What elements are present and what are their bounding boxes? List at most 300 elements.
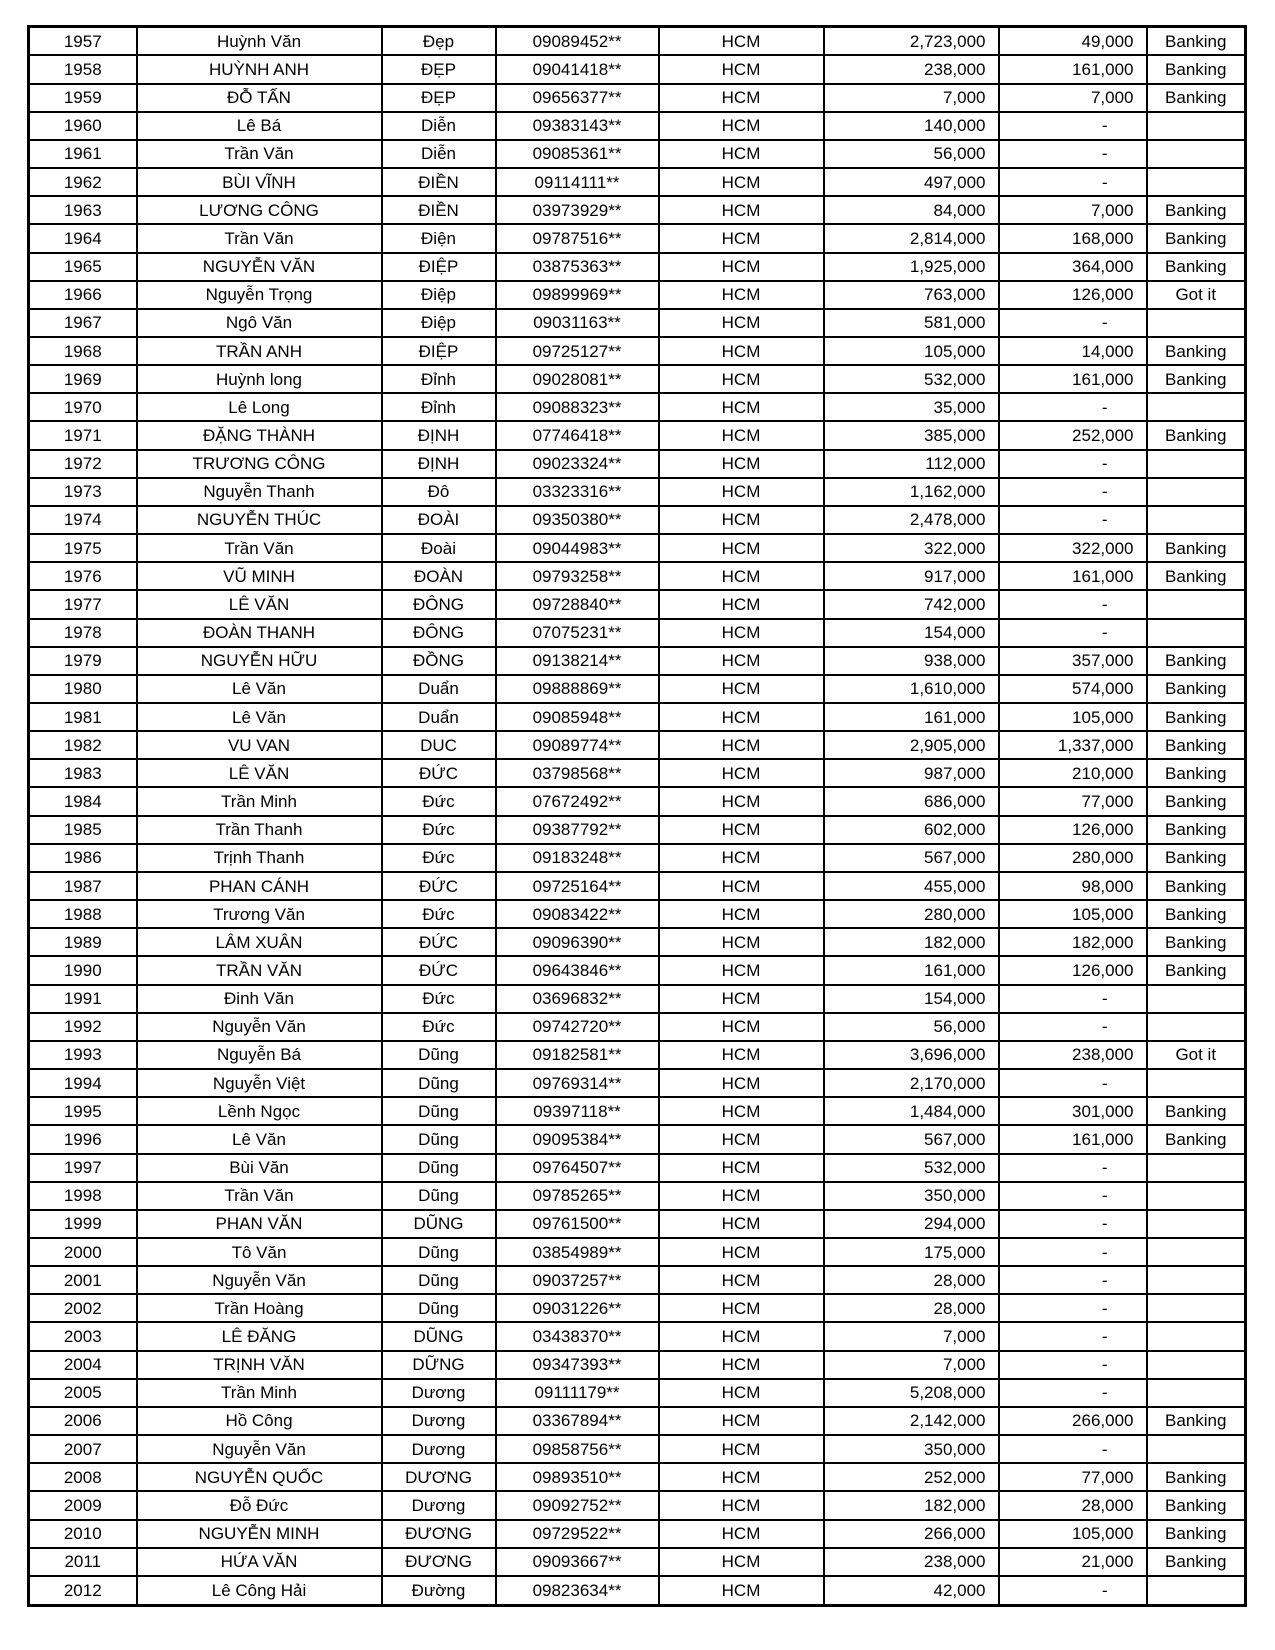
phone-cell: 09656377** [496, 84, 659, 112]
status-cell: Banking [1147, 956, 1246, 984]
city-cell: HCM [659, 1069, 824, 1097]
amount2-cell: 1,337,000 [999, 731, 1147, 759]
table-row [29, 562, 1246, 590]
status-cell [1147, 1266, 1246, 1294]
first-name-cell: Trần Minh [137, 1379, 382, 1407]
amount-cell: 2,142,000 [824, 1407, 999, 1435]
id-cell: 1982 [29, 731, 137, 759]
last-name-cell: DƯƠNG [382, 1463, 496, 1491]
id-cell: 1984 [29, 787, 137, 815]
phone-cell: 09083422** [496, 900, 659, 928]
first-name-cell: Trần Thanh [137, 816, 382, 844]
amount-cell: 567,000 [824, 844, 999, 872]
last-name-cell: ĐƯƠNG [382, 1520, 496, 1548]
table-row [29, 731, 1246, 759]
id-cell: 1963 [29, 196, 137, 224]
amount2-cell: 105,000 [999, 703, 1147, 731]
phone-cell: 09899969** [496, 281, 659, 309]
city-cell: HCM [659, 1520, 824, 1548]
amount2-cell: 161,000 [999, 55, 1147, 83]
first-name-cell: VU VAN [137, 731, 382, 759]
amount-cell: 7,000 [824, 84, 999, 112]
city-cell: HCM [659, 844, 824, 872]
first-name-cell: Trần Văn [137, 140, 382, 168]
table-row [29, 112, 1246, 140]
city-cell: HCM [659, 816, 824, 844]
table-row [29, 928, 1246, 956]
first-name-cell: NGUYỄN QUỐC [137, 1463, 382, 1491]
first-name-cell: VŨ MINH [137, 562, 382, 590]
last-name-cell: Đoài [382, 534, 496, 562]
status-cell [1147, 1069, 1246, 1097]
last-name-cell: ĐỨC [382, 956, 496, 984]
table-row [29, 844, 1246, 872]
amount-cell: 112,000 [824, 450, 999, 478]
status-cell: Banking [1147, 1097, 1246, 1125]
first-name-cell: NGUYỄN VĂN [137, 253, 382, 281]
phone-cell: 09088323** [496, 393, 659, 421]
amount2-cell: - [999, 478, 1147, 506]
first-name-cell: HỨA VĂN [137, 1548, 382, 1576]
table-row [29, 816, 1246, 844]
phone-cell: 03367894** [496, 1407, 659, 1435]
city-cell: HCM [659, 1266, 824, 1294]
phone-cell: 03973929** [496, 196, 659, 224]
last-name-cell: Dương [382, 1407, 496, 1435]
last-name-cell: ĐỨC [382, 872, 496, 900]
phone-cell: 09893510** [496, 1463, 659, 1491]
last-name-cell: Đẹp [382, 27, 496, 56]
table-row [29, 1238, 1246, 1266]
status-cell [1147, 1182, 1246, 1210]
table-row [29, 1520, 1246, 1548]
city-cell: HCM [659, 196, 824, 224]
id-cell: 2011 [29, 1548, 137, 1576]
id-cell: 1991 [29, 985, 137, 1013]
city-cell: HCM [659, 450, 824, 478]
amount-cell: 1,162,000 [824, 478, 999, 506]
phone-cell: 09041418** [496, 55, 659, 83]
amount-cell: 2,905,000 [824, 731, 999, 759]
last-name-cell: Duẩn [382, 675, 496, 703]
amount-cell: 686,000 [824, 787, 999, 815]
amount-cell: 161,000 [824, 956, 999, 984]
first-name-cell: Nguyễn Thanh [137, 478, 382, 506]
amount-cell: 2,814,000 [824, 224, 999, 252]
table-row [29, 506, 1246, 534]
amount-cell: 2,723,000 [824, 27, 999, 56]
amount2-cell: 280,000 [999, 844, 1147, 872]
last-name-cell: Đô [382, 478, 496, 506]
last-name-cell: Dũng [382, 1069, 496, 1097]
last-name-cell: Dũng [382, 1182, 496, 1210]
phone-cell: 03323316** [496, 478, 659, 506]
amount2-cell: 301,000 [999, 1097, 1147, 1125]
amount-cell: 2,170,000 [824, 1069, 999, 1097]
amount2-cell: 364,000 [999, 253, 1147, 281]
last-name-cell: DŨNG [382, 1322, 496, 1350]
table-row [29, 421, 1246, 449]
city-cell: HCM [659, 309, 824, 337]
last-name-cell: DUC [382, 731, 496, 759]
table-row [29, 1379, 1246, 1407]
table-row [29, 365, 1246, 393]
phone-cell: 09028081** [496, 365, 659, 393]
amount-cell: 350,000 [824, 1435, 999, 1463]
last-name-cell: ĐIỆP [382, 253, 496, 281]
table-row [29, 1435, 1246, 1463]
table-row [29, 534, 1246, 562]
first-name-cell: Nguyễn Trọng [137, 281, 382, 309]
amount2-cell: - [999, 590, 1147, 618]
last-name-cell: Đức [382, 900, 496, 928]
amount-cell: 266,000 [824, 1520, 999, 1548]
status-cell: Banking [1147, 337, 1246, 365]
last-name-cell: Dương [382, 1491, 496, 1519]
city-cell: HCM [659, 703, 824, 731]
phone-cell: 03875363** [496, 253, 659, 281]
table-row [29, 281, 1246, 309]
phone-cell: 03854989** [496, 1238, 659, 1266]
amount-cell: 938,000 [824, 647, 999, 675]
city-cell: HCM [659, 224, 824, 252]
city-cell: HCM [659, 84, 824, 112]
status-cell [1147, 1210, 1246, 1238]
status-cell: Banking [1147, 562, 1246, 590]
table-row [29, 55, 1246, 83]
first-name-cell: TRẦN ANH [137, 337, 382, 365]
phone-cell: 09114111** [496, 168, 659, 196]
last-name-cell: ĐẸP [382, 55, 496, 83]
id-cell: 1987 [29, 872, 137, 900]
amount2-cell: - [999, 450, 1147, 478]
city-cell: HCM [659, 393, 824, 421]
city-cell: HCM [659, 1294, 824, 1322]
status-cell: Banking [1147, 365, 1246, 393]
first-name-cell: Nguyễn Bá [137, 1041, 382, 1069]
first-name-cell: Lê Văn [137, 1125, 382, 1153]
first-name-cell: Trần Hoàng [137, 1294, 382, 1322]
first-name-cell: HUỲNH ANH [137, 55, 382, 83]
amount2-cell: - [999, 1182, 1147, 1210]
phone-cell: 09182581** [496, 1041, 659, 1069]
last-name-cell: ĐỨC [382, 928, 496, 956]
status-cell [1147, 168, 1246, 196]
first-name-cell: NGUYỄN HỮU [137, 647, 382, 675]
table-row [29, 1069, 1246, 1097]
first-name-cell: Đỗ Đức [137, 1491, 382, 1519]
phone-cell: 09031163** [496, 309, 659, 337]
last-name-cell: Diễn [382, 112, 496, 140]
id-cell: 1967 [29, 309, 137, 337]
phone-cell: 09089774** [496, 731, 659, 759]
id-cell: 1992 [29, 1013, 137, 1041]
id-cell: 1959 [29, 84, 137, 112]
status-cell [1147, 1435, 1246, 1463]
first-name-cell: TRƯƠNG CÔNG [137, 450, 382, 478]
amount-cell: 238,000 [824, 55, 999, 83]
amount2-cell: - [999, 112, 1147, 140]
city-cell: HCM [659, 27, 824, 56]
status-cell: Banking [1147, 253, 1246, 281]
table-row [29, 224, 1246, 252]
amount-cell: 161,000 [824, 703, 999, 731]
last-name-cell: Điệp [382, 309, 496, 337]
phone-cell: 09085948** [496, 703, 659, 731]
id-cell: 2002 [29, 1294, 137, 1322]
first-name-cell: Huỳnh Văn [137, 27, 382, 56]
amount2-cell: - [999, 506, 1147, 534]
amount2-cell: - [999, 168, 1147, 196]
status-cell [1147, 112, 1246, 140]
last-name-cell: ĐIỀN [382, 196, 496, 224]
status-cell: Banking [1147, 647, 1246, 675]
city-cell: HCM [659, 1548, 824, 1576]
status-cell: Got it [1147, 281, 1246, 309]
id-cell: 1961 [29, 140, 137, 168]
first-name-cell: LÊ ĐĂNG [137, 1322, 382, 1350]
id-cell: 1969 [29, 365, 137, 393]
amount-cell: 497,000 [824, 168, 999, 196]
phone-cell: 09089452** [496, 27, 659, 56]
first-name-cell: Trương Văn [137, 900, 382, 928]
id-cell: 1997 [29, 1154, 137, 1182]
first-name-cell: Lê Văn [137, 675, 382, 703]
id-cell: 1968 [29, 337, 137, 365]
table-row [29, 478, 1246, 506]
amount2-cell: 182,000 [999, 928, 1147, 956]
amount2-cell: - [999, 1322, 1147, 1350]
id-cell: 1996 [29, 1125, 137, 1153]
amount-cell: 3,696,000 [824, 1041, 999, 1069]
first-name-cell: Trịnh Thanh [137, 844, 382, 872]
table-row [29, 1322, 1246, 1350]
status-cell: Banking [1147, 534, 1246, 562]
table-row [29, 1351, 1246, 1379]
amount-cell: 154,000 [824, 985, 999, 1013]
amount-cell: 238,000 [824, 1548, 999, 1576]
city-cell: HCM [659, 787, 824, 815]
first-name-cell: LÊ VĂN [137, 590, 382, 618]
amount2-cell: 7,000 [999, 84, 1147, 112]
last-name-cell: ĐÔNG [382, 619, 496, 647]
last-name-cell: Dương [382, 1435, 496, 1463]
amount2-cell: 77,000 [999, 1463, 1147, 1491]
table-row [29, 1210, 1246, 1238]
first-name-cell: Bùi Văn [137, 1154, 382, 1182]
amount-cell: 763,000 [824, 281, 999, 309]
status-cell [1147, 393, 1246, 421]
amount-cell: 182,000 [824, 1491, 999, 1519]
phone-cell: 09111179** [496, 1379, 659, 1407]
id-cell: 2007 [29, 1435, 137, 1463]
status-cell: Banking [1147, 900, 1246, 928]
table-row [29, 1041, 1246, 1069]
status-cell [1147, 450, 1246, 478]
first-name-cell: Đinh Văn [137, 985, 382, 1013]
id-cell: 1957 [29, 27, 137, 56]
status-cell: Banking [1147, 759, 1246, 787]
phone-cell: 09383143** [496, 112, 659, 140]
amount2-cell: 357,000 [999, 647, 1147, 675]
id-cell: 1980 [29, 675, 137, 703]
phone-cell: 09643846** [496, 956, 659, 984]
first-name-cell: Lê Công Hải [137, 1576, 382, 1606]
phone-cell: 09769314** [496, 1069, 659, 1097]
table-row [29, 168, 1246, 196]
first-name-cell: TRẦN VĂN [137, 956, 382, 984]
status-cell: Banking [1147, 1407, 1246, 1435]
table-row [29, 196, 1246, 224]
table-row [29, 1294, 1246, 1322]
status-cell [1147, 478, 1246, 506]
last-name-cell: Điện [382, 224, 496, 252]
phone-cell: 09044983** [496, 534, 659, 562]
city-cell: HCM [659, 1576, 824, 1606]
phone-cell: 09764507** [496, 1154, 659, 1182]
id-cell: 1986 [29, 844, 137, 872]
amount-cell: 252,000 [824, 1463, 999, 1491]
last-name-cell: ĐỊNH [382, 421, 496, 449]
first-name-cell: Nguyễn Văn [137, 1266, 382, 1294]
first-name-cell: Hồ Công [137, 1407, 382, 1435]
amount2-cell: 7,000 [999, 196, 1147, 224]
first-name-cell: Lê Bá [137, 112, 382, 140]
id-cell: 1977 [29, 590, 137, 618]
id-cell: 1964 [29, 224, 137, 252]
status-cell [1147, 140, 1246, 168]
table-row [29, 1154, 1246, 1182]
status-cell: Banking [1147, 816, 1246, 844]
table-row [29, 900, 1246, 928]
id-cell: 2009 [29, 1491, 137, 1519]
amount2-cell: - [999, 619, 1147, 647]
city-cell: HCM [659, 985, 824, 1013]
amount-cell: 154,000 [824, 619, 999, 647]
id-cell: 2004 [29, 1351, 137, 1379]
city-cell: HCM [659, 759, 824, 787]
status-cell: Banking [1147, 84, 1246, 112]
status-cell: Banking [1147, 731, 1246, 759]
last-name-cell: ĐỒNG [382, 647, 496, 675]
id-cell: 2006 [29, 1407, 137, 1435]
first-name-cell: Lê Long [137, 393, 382, 421]
last-name-cell: ĐIỆP [382, 337, 496, 365]
phone-cell: 09096390** [496, 928, 659, 956]
amount-cell: 532,000 [824, 1154, 999, 1182]
amount-cell: 1,610,000 [824, 675, 999, 703]
amount-cell: 140,000 [824, 112, 999, 140]
city-cell: HCM [659, 506, 824, 534]
status-cell [1147, 1322, 1246, 1350]
last-name-cell: Dũng [382, 1154, 496, 1182]
amount-cell: 350,000 [824, 1182, 999, 1210]
amount-cell: 322,000 [824, 534, 999, 562]
first-name-cell: ĐẶNG THÀNH [137, 421, 382, 449]
amount-cell: 2,478,000 [824, 506, 999, 534]
status-cell [1147, 985, 1246, 1013]
phone-cell: 09397118** [496, 1097, 659, 1125]
amount2-cell: 28,000 [999, 1491, 1147, 1519]
last-name-cell: ĐOÀI [382, 506, 496, 534]
phone-cell: 09742720** [496, 1013, 659, 1041]
status-cell [1147, 506, 1246, 534]
id-cell: 2000 [29, 1238, 137, 1266]
status-cell: Banking [1147, 1463, 1246, 1491]
amount2-cell: 266,000 [999, 1407, 1147, 1435]
first-name-cell: ĐOÀN THANH [137, 619, 382, 647]
city-cell: HCM [659, 1407, 824, 1435]
table-row [29, 337, 1246, 365]
status-cell: Banking [1147, 1125, 1246, 1153]
last-name-cell: ĐƯƠNG [382, 1548, 496, 1576]
city-cell: HCM [659, 337, 824, 365]
phone-cell: 09347393** [496, 1351, 659, 1379]
table-row [29, 985, 1246, 1013]
phone-cell: 09761500** [496, 1210, 659, 1238]
status-cell [1147, 309, 1246, 337]
amount-cell: 602,000 [824, 816, 999, 844]
first-name-cell: NGUYỄN MINH [137, 1520, 382, 1548]
phone-cell: 03798568** [496, 759, 659, 787]
city-cell: HCM [659, 1379, 824, 1407]
first-name-cell: PHAN VĂN [137, 1210, 382, 1238]
status-cell [1147, 1576, 1246, 1606]
amount-cell: 105,000 [824, 337, 999, 365]
first-name-cell: Ngô Văn [137, 309, 382, 337]
phone-cell: 07672492** [496, 787, 659, 815]
amount2-cell: 252,000 [999, 421, 1147, 449]
city-cell: HCM [659, 1041, 824, 1069]
phone-cell: 03438370** [496, 1322, 659, 1350]
amount-cell: 532,000 [824, 365, 999, 393]
status-cell: Banking [1147, 55, 1246, 83]
last-name-cell: DŨNG [382, 1210, 496, 1238]
amount2-cell: 98,000 [999, 872, 1147, 900]
phone-cell: 07075231** [496, 619, 659, 647]
phone-cell: 09858756** [496, 1435, 659, 1463]
id-cell: 1989 [29, 928, 137, 956]
amount2-cell: 126,000 [999, 816, 1147, 844]
status-cell [1147, 1154, 1246, 1182]
last-name-cell: Dũng [382, 1097, 496, 1125]
table-row [29, 703, 1246, 731]
city-cell: HCM [659, 1322, 824, 1350]
amount2-cell: 126,000 [999, 956, 1147, 984]
amount2-cell: - [999, 1154, 1147, 1182]
first-name-cell: NGUYỄN THÚC [137, 506, 382, 534]
amount-cell: 56,000 [824, 140, 999, 168]
amount-cell: 987,000 [824, 759, 999, 787]
table-row [29, 1266, 1246, 1294]
amount2-cell: - [999, 1351, 1147, 1379]
amount-cell: 742,000 [824, 590, 999, 618]
id-cell: 1971 [29, 421, 137, 449]
last-name-cell: Dũng [382, 1125, 496, 1153]
data-table [27, 25, 1247, 1607]
amount2-cell: - [999, 1210, 1147, 1238]
city-cell: HCM [659, 1238, 824, 1266]
city-cell: HCM [659, 168, 824, 196]
status-cell: Banking [1147, 224, 1246, 252]
amount-cell: 84,000 [824, 196, 999, 224]
first-name-cell: Trần Văn [137, 534, 382, 562]
last-name-cell: Dũng [382, 1238, 496, 1266]
amount2-cell: - [999, 1435, 1147, 1463]
table-row [29, 1407, 1246, 1435]
amount2-cell: 161,000 [999, 562, 1147, 590]
id-cell: 1976 [29, 562, 137, 590]
